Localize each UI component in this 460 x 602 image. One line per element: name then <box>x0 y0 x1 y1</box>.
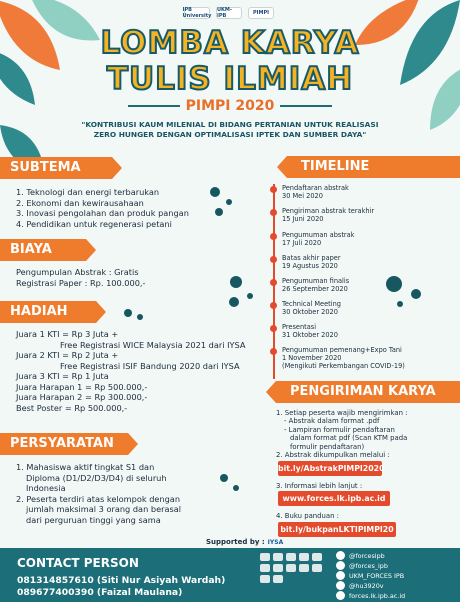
social-website[interactable] <box>336 591 405 600</box>
list-item: Free Registrasi ISIF Bandung 2020 dari IYSA <box>60 360 240 371</box>
twitter-icon <box>336 561 345 570</box>
section-header-biaya: BIAYA <box>0 239 86 261</box>
timeline-date: 26 September 2020 <box>282 285 348 293</box>
contact-person-1: 081314857610 (Siti Nur Asiyah Wardah) <box>17 575 226 586</box>
timeline-item <box>282 323 338 339</box>
social-icon <box>286 553 296 561</box>
timeline-dot <box>270 186 277 193</box>
list-item: jumlah maksimal 3 orang dan berasal <box>26 504 182 514</box>
list-item: Juara 2 KTI = Rp 2 Juta + <box>16 350 119 360</box>
logo-ukm: UKM-IPB <box>216 7 242 19</box>
list-item: Juara Harapan 1 = Rp 500.000,- <box>16 381 148 392</box>
timeline-date: 15 Juni 2020 <box>282 215 324 223</box>
timeline-date: 30 Mei 2020 <box>282 192 323 200</box>
timeline-dot <box>270 279 277 286</box>
list-item: Juara 1 KTI = Rp 3 Juta + <box>16 329 119 339</box>
timeline-dot <box>270 302 277 309</box>
title-line-1: LOMBA KARYA <box>100 25 360 61</box>
timeline-date: 31 Oktober 2020 <box>282 331 338 339</box>
section-header-timeline: TIMELINE <box>287 156 460 178</box>
list-item: 3. Inovasi pengolahan dan produk pangan <box>16 208 189 218</box>
pengiriman-text <box>276 409 456 459</box>
social-icon <box>312 553 322 561</box>
list-item: dari perguruan tinggi yang sama <box>26 514 161 525</box>
event-label: PIMPI 2020 <box>185 98 275 114</box>
timeline-dot <box>270 325 277 332</box>
iysa-logo: IYSA <box>267 539 284 546</box>
timeline-dot <box>270 209 277 216</box>
section-header-hadiah: HADIAH <box>0 301 96 323</box>
timeline-item <box>282 207 374 223</box>
timeline-title: Technical Meeting <box>282 300 341 308</box>
social-handle: @forcesipb <box>349 551 385 560</box>
list-item: 2. Ekonomi dan kewirausahaan <box>16 197 144 208</box>
list-item: Free Registrasi WICE Malaysia 2021 dari IYSA <box>60 339 246 350</box>
timeline-title: Batas akhir paper <box>282 254 341 262</box>
line-icon <box>336 581 345 590</box>
timeline-date: 30 Oktober 2020 <box>282 308 338 316</box>
timeline-dot <box>270 348 277 355</box>
social-handle: @hu3920v <box>349 581 384 590</box>
social-icon <box>273 564 283 572</box>
timeline-title: Pengumuman finalis <box>282 277 350 285</box>
supported-label: Supported by : <box>206 538 265 546</box>
timeline-title: Pengiriman abstrak terakhir <box>282 207 375 215</box>
social-instagram[interactable] <box>336 551 385 560</box>
social-icons-grid <box>260 553 330 583</box>
abstrak-link-button[interactable]: bit.ly/AbstrakPIMPI2020 <box>278 461 382 476</box>
timeline-item <box>282 300 341 316</box>
social-twitter[interactable] <box>336 561 388 570</box>
logo-row <box>184 7 274 19</box>
persyaratan-list <box>16 462 236 525</box>
globe-icon <box>336 591 345 600</box>
spots-decoration-4 <box>382 272 432 312</box>
social-line[interactable] <box>336 581 384 590</box>
list-item: Indonesia <box>26 483 66 493</box>
website-link-button[interactable]: www.forces.lk.ipb.ac.id <box>278 491 390 506</box>
timeline-item <box>282 346 405 370</box>
timeline-item <box>282 184 349 200</box>
title-line-2: TULIS ILMIAH <box>106 61 354 97</box>
pengiriman-line: dalam format pdf (Scan KTM pada <box>290 434 408 443</box>
section-header-pengiriman: PENGIRIMAN KARYA <box>276 381 460 403</box>
timeline-title: Pendaftaran abstrak <box>282 184 349 192</box>
timeline-dot <box>270 233 277 240</box>
social-handle: @forces_ipb <box>349 561 388 570</box>
list-item: 4. Pendidikan untuk regenerasi petani <box>16 218 172 229</box>
tagline: "KONTRIBUSI KAUM MILENIAL DI BIDANG PERTANIAN UNTUK REALISASI ZERO HUNGER DENGAN OPTIMALISASI IPTEK DAN SUMBER DAYA" <box>81 120 379 139</box>
timeline-item <box>282 254 341 270</box>
pengiriman-line: - Abstrak dalam format .pdf <box>284 417 380 426</box>
list-item: 2. Peserta terdiri atas kelompok dengan <box>16 493 181 504</box>
pengiriman-line: 4. Buku panduan : <box>276 512 340 520</box>
timeline-date: 1 November 2020 <box>282 354 342 362</box>
social-handle: UKM_FORCES IPB <box>349 571 405 580</box>
pengiriman-line: 1. Setiap peserta wajib mengirimkan : <box>276 409 408 417</box>
instagram-icon <box>336 551 345 560</box>
social-icon <box>286 564 296 572</box>
list-item: Pengumpulan Abstrak : Gratis <box>16 267 139 277</box>
list-item: Juara 3 KTI = Rp 1 Juta <box>16 371 109 381</box>
timeline-title: Presentasi <box>282 323 317 331</box>
spots-decoration-3 <box>120 305 150 325</box>
social-icon <box>273 575 283 583</box>
list-item: Juara Harapan 2 = Rp 300.000,- <box>16 392 148 402</box>
event-name <box>0 98 460 114</box>
social-icon <box>299 553 309 561</box>
pengiriman-line: 2. Abstrak dikumpulkan melalui : <box>276 451 390 460</box>
social-icon <box>260 553 270 561</box>
spots-decoration-1 <box>205 182 245 222</box>
timeline-title: Pengumuman pemenang+Expo Tani <box>282 346 402 354</box>
biaya-list <box>16 267 236 288</box>
timeline-note: (Mengikuti Perkembangan COVID-19) <box>282 362 405 370</box>
social-icon <box>260 575 270 583</box>
logo-ipb: IPB University <box>182 7 212 19</box>
subtema-list <box>16 187 216 229</box>
social-facebook[interactable] <box>336 571 404 580</box>
timeline-item <box>282 277 349 293</box>
divider-right <box>280 105 332 107</box>
timeline-date: 19 Agustus 2020 <box>282 262 338 270</box>
timeline-date: 17 Juli 2020 <box>282 239 322 247</box>
hadiah-list <box>16 329 266 413</box>
contact-person-2: 089677400390 (Faizal Maulana) <box>17 587 183 598</box>
supported-by <box>206 538 283 546</box>
social-icon <box>312 564 322 572</box>
divider-left <box>128 105 180 107</box>
pengiriman-line: formulir pendaftaran) <box>290 442 365 451</box>
pengiriman-line: - Lampiran formulir pendaftaran <box>284 425 395 434</box>
logo-pimpi: PIMPI <box>248 7 274 19</box>
spots-decoration-2 <box>222 272 262 312</box>
section-header-subtema: SUBTEMA <box>0 157 112 179</box>
pengiriman-line: 3. Informasi lebih lanjut : <box>276 482 363 490</box>
social-icon <box>260 564 270 572</box>
social-handle: forces.lk.ipb.ac.id <box>349 591 406 600</box>
timeline-title: Pengumuman abstrak <box>282 231 355 239</box>
contact-heading: CONTACT PERSON <box>17 556 139 570</box>
timeline-item <box>282 231 355 247</box>
social-icon <box>273 553 283 561</box>
spots-decoration-5 <box>216 470 246 500</box>
list-item: Best Poster = Rp 500.000,- <box>16 402 128 413</box>
list-item: Diploma (D1/D2/D3/D4) di seluruh <box>26 472 167 483</box>
list-item: 1. Teknologi dan energi terbarukan <box>16 187 160 197</box>
timeline-dot <box>270 256 277 263</box>
social-icon <box>299 564 309 572</box>
list-item: 1. Mahasiswa aktif tingkat S1 dan <box>16 462 155 472</box>
section-header-persyaratan: PERSYARATAN <box>0 433 128 455</box>
facebook-icon <box>336 571 345 580</box>
list-item: Registrasi Paper : Rp. 100.000,- <box>16 277 146 288</box>
panduan-link-button[interactable]: bit.ly/bukpanLKTIPIMPI20 <box>278 522 396 537</box>
